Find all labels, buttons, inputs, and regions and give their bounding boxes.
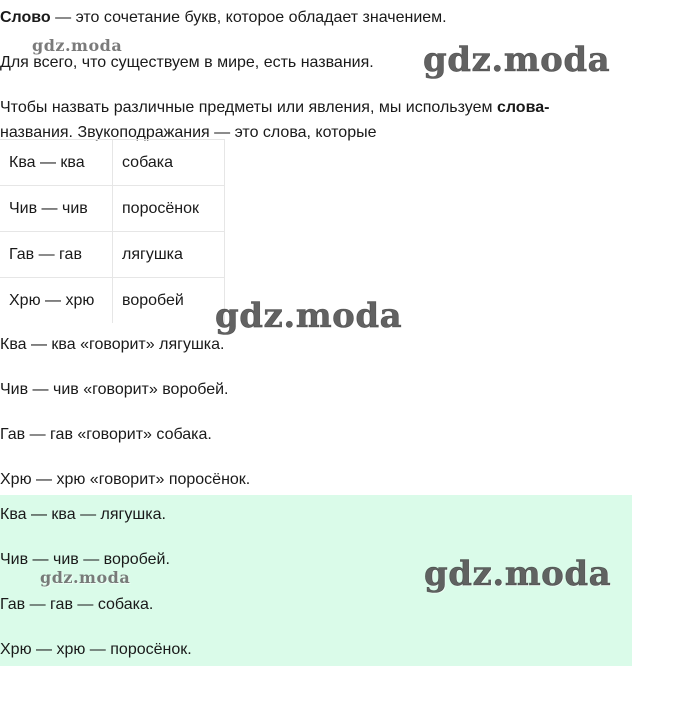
watermark-logo: gdz.moda xyxy=(40,568,131,587)
sentence-line: Хрю — хрю «говорит» поросёнок. xyxy=(0,471,251,488)
animal-cell: воробей xyxy=(113,278,225,324)
words-line xyxy=(0,98,549,118)
table-row xyxy=(0,232,225,278)
sound-cell: Хрю — хрю xyxy=(0,278,113,324)
table-row xyxy=(0,278,225,324)
watermark-logo: gdz.moda xyxy=(424,554,612,594)
sentence-line: Гав — гав «говорит» собака. xyxy=(0,426,212,443)
sound-cell: Гав — гав xyxy=(0,232,113,278)
answer-line: Ква — ква — лягушка. xyxy=(0,506,166,523)
sentence-line: Чив — чив «говорит» воробей. xyxy=(0,381,229,398)
answer-line: Хрю — хрю — поросёнок. xyxy=(0,641,192,658)
animal-cell: лягушка xyxy=(113,232,225,278)
answer-line: Чив — чив — воробей. xyxy=(0,551,170,568)
words-line-bold: слова- xyxy=(496,99,550,116)
animal-cell: собака xyxy=(113,140,225,186)
definition-text: — это сочетание букв, которое обладает значением. xyxy=(50,9,447,26)
table-row xyxy=(0,186,225,232)
answer-line: Гав — гав — собака. xyxy=(0,596,154,613)
sound-cell: Ква — ква xyxy=(0,140,113,186)
watermark-logo: gdz.moda xyxy=(215,296,403,336)
watermark-logo: gdz.moda xyxy=(32,36,123,55)
words-line-text: Чтобы назвать различные предметы или явления, мы используем xyxy=(0,99,497,116)
sentence-line: Ква — ква «говорит» лягушка. xyxy=(0,336,225,353)
definition-line xyxy=(0,8,447,28)
clipped-text: названия. Звукоподражания — это слова, которые xyxy=(0,124,377,141)
matching-table xyxy=(0,139,225,323)
sound-cell: Чив — чив xyxy=(0,186,113,232)
animal-cell: поросёнок xyxy=(113,186,225,232)
table-row xyxy=(0,140,225,186)
watermark-logo: gdz.moda xyxy=(423,40,611,80)
term-word: Слово xyxy=(0,9,51,26)
names-line: Для всего, что существуем в мире, есть названия. xyxy=(0,54,374,71)
